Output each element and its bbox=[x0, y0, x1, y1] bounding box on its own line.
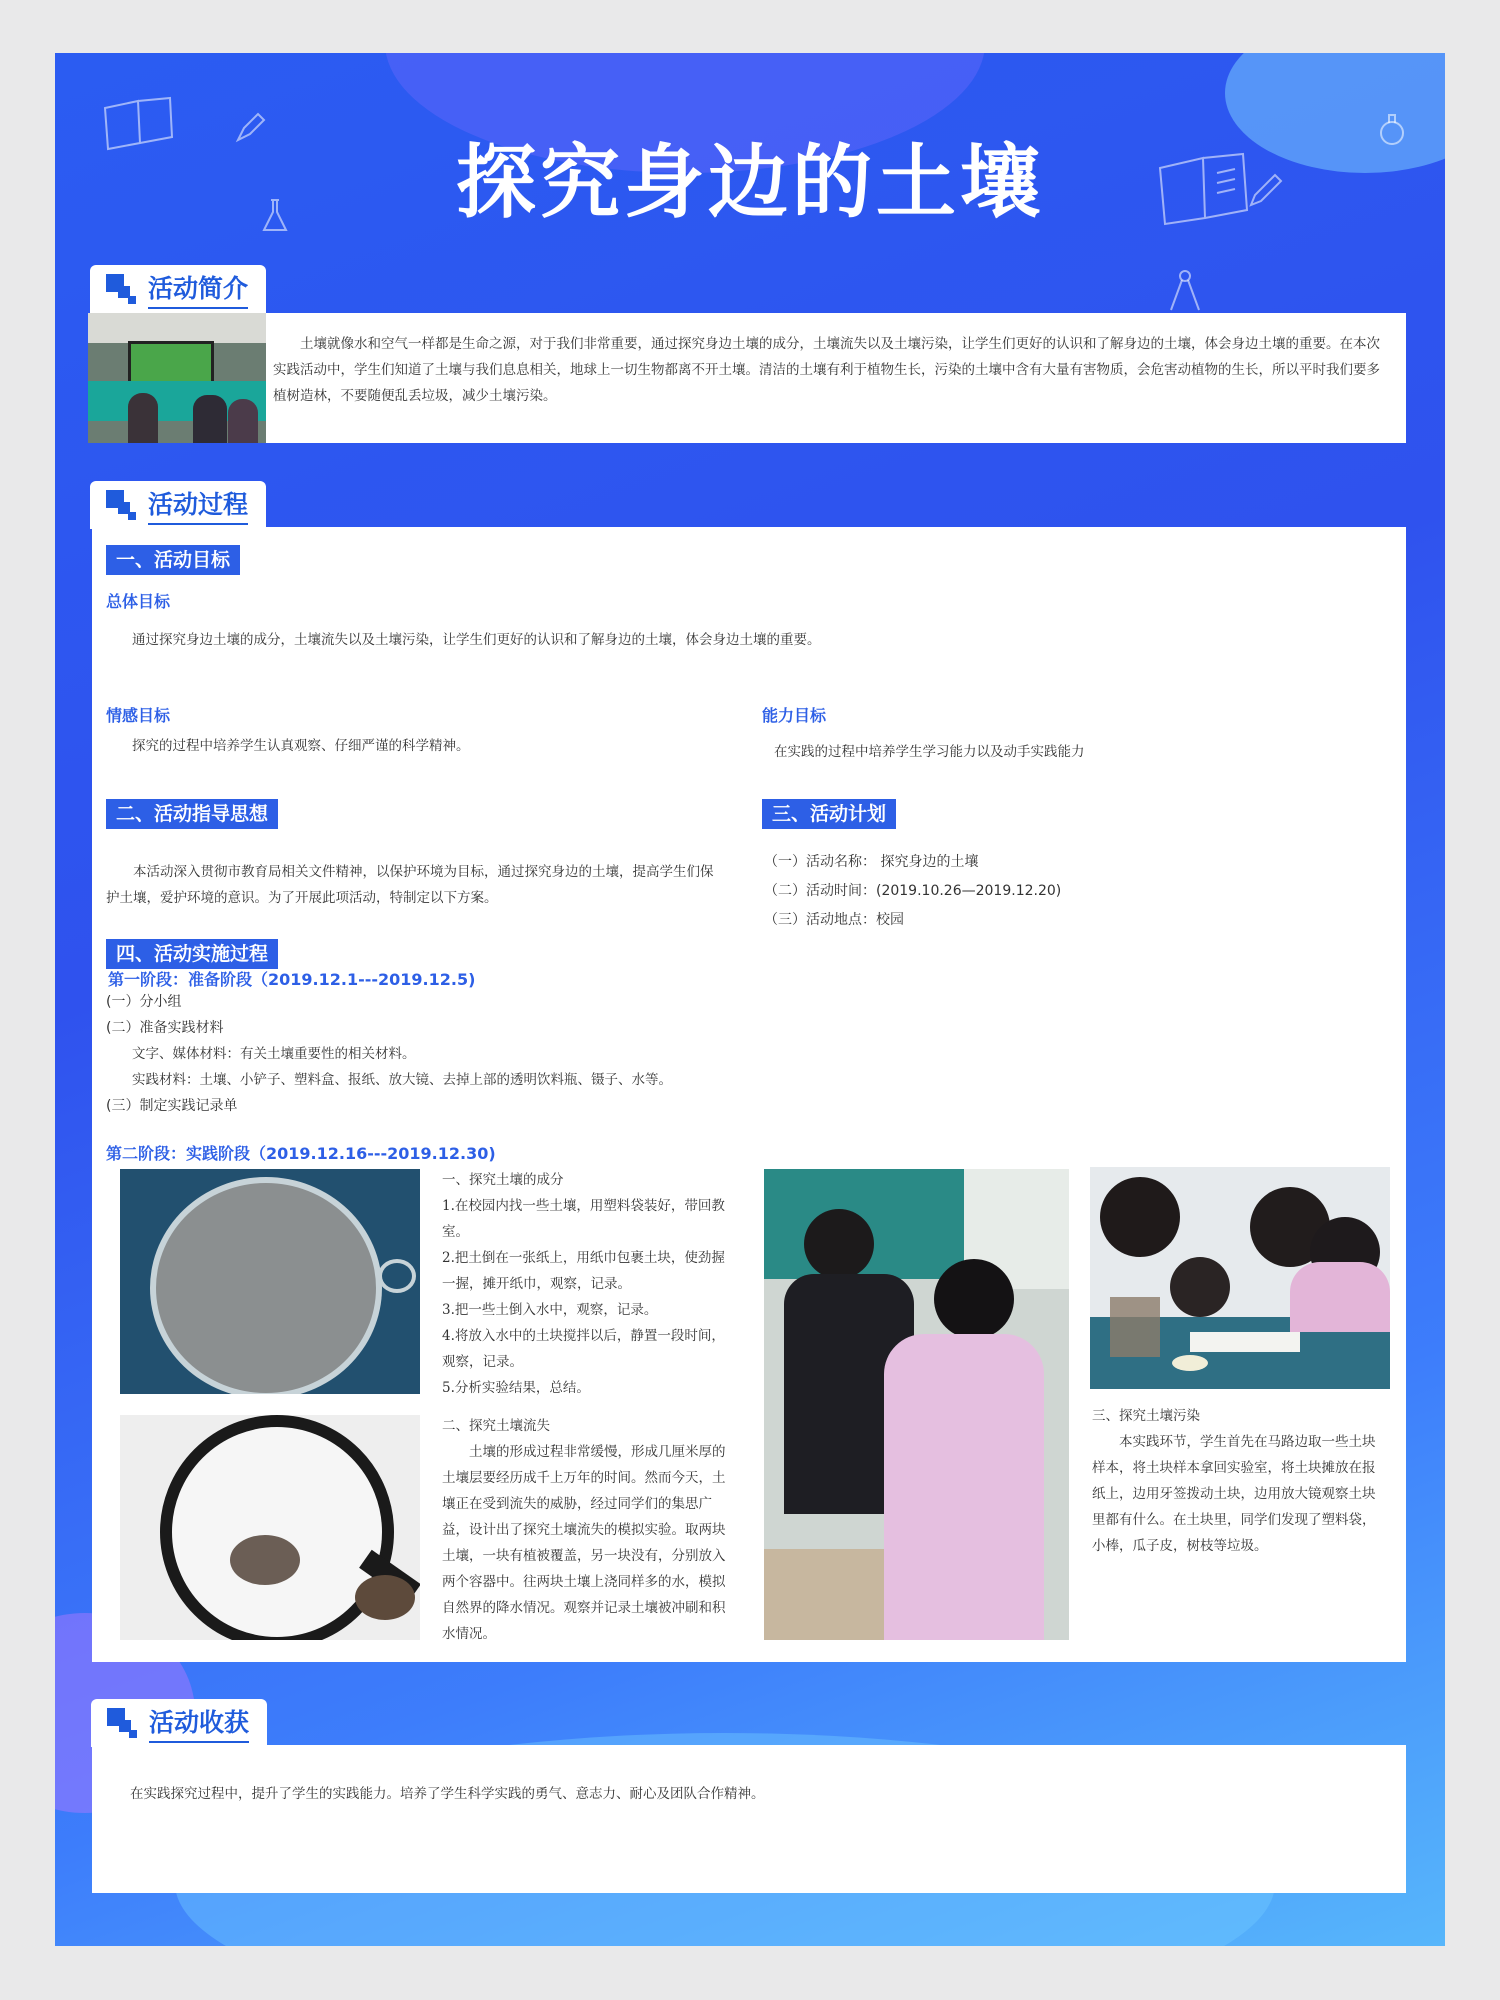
compass-icon bbox=[1165, 268, 1205, 314]
students-experiment-photo bbox=[764, 1169, 1069, 1640]
plan-line: （二）活动时间：(2019.10.26—2019.12.20) bbox=[764, 883, 1062, 899]
process-tab bbox=[90, 481, 266, 529]
page-title: 探究身边的土壤 bbox=[456, 135, 1044, 229]
stage1-line: 实践材料：土壤、小铲子、塑料盒、报纸、放大镜、去掉上部的透明饮料瓶、镊子、水等。 bbox=[132, 1072, 672, 1088]
process-card bbox=[92, 527, 1406, 1662]
squares-icon bbox=[106, 490, 138, 520]
composition-step: 5.分析实验结果，总结。 bbox=[442, 1380, 590, 1396]
stage1-title: 第一阶段：准备阶段（2019.12.1---2019.12.5) bbox=[108, 970, 476, 989]
process-tab-label: 活动过程 bbox=[148, 485, 248, 525]
beaker-photo bbox=[120, 1169, 420, 1394]
classroom-photo bbox=[88, 313, 266, 443]
intro-tab bbox=[90, 265, 266, 313]
squares-icon bbox=[107, 1708, 139, 1738]
pollution-title: 三、探究土壤污染 bbox=[1092, 1408, 1200, 1424]
squares-icon bbox=[106, 274, 138, 304]
composition-title: 一、探究土壤的成分 bbox=[442, 1172, 564, 1188]
ability-goal-text: 在实践的过程中培养学生学习能力以及动手实践能力 bbox=[774, 744, 1085, 760]
overall-goal-label: 总体目标 bbox=[106, 592, 171, 611]
stage1-line: 文字、媒体材料：有关土壤重要性的相关材料。 bbox=[132, 1046, 416, 1062]
children-plants-photo bbox=[1090, 1167, 1390, 1389]
ability-goal-label: 能力目标 bbox=[762, 706, 827, 725]
intro-tab-label: 活动简介 bbox=[148, 269, 248, 309]
guide-text: 本活动深入贯彻市教育局相关文件精神，以保护环境为目标，通过探究身边的土壤，提高学生们保护土壤，爱护环境的意识。为了开展此项活动，特制定以下方案。 bbox=[106, 864, 714, 906]
stage1-line: (一）分小组 bbox=[106, 994, 182, 1010]
harvest-tab bbox=[91, 1699, 267, 1747]
pollution-text: 本实践环节，学生首先在马路边取一些土块样本，将土块样本拿回实验室，将土块摊放在报纸上，边用牙签拨动土块，边用放大镜观察土块里都有什么。在土块里，同学们发现了塑料袋，小棒，瓜子皮，树枝等垃圾。 bbox=[1092, 1434, 1376, 1554]
composition-step: 4.将放入水中的土块搅拌以后，静置一段时间，观察，记录。 bbox=[442, 1328, 725, 1370]
composition-step: 2.把土倒在一张纸上，用纸巾包裹土块，使劲握一握，摊开纸巾，观察，记录。 bbox=[442, 1250, 725, 1292]
stage1-line: (三）制定实践记录单 bbox=[106, 1098, 238, 1114]
guide-heading: 二、活动指导思想 bbox=[106, 799, 278, 829]
harvest-card bbox=[92, 1745, 1406, 1893]
intro-text: 土壤就像水和空气一样都是生命之源，对于我们非常重要，通过探究身边土壤的成分，土壤流失以及土壤污染，让学生们更好的认识和了解身边的土壤，体会身边土壤的重要。在本次实践活动中，学生们知道了土壤与我们息息相关，地球上一切生物都离不开土壤。清洁的土壤有利于植物生长，污染的土壤中含有大量有害物质，会危害动植物的生长，所以平时我们要多植树造林，不要随便乱丢垃圾，减少土壤污染。 bbox=[273, 336, 1380, 404]
composition-step: 1.在校园内找一些土壤，用塑料袋装好，带回教室。 bbox=[442, 1198, 725, 1240]
soil-loss-text: 土壤的形成过程非常缓慢，形成几厘米厚的土壤层要经历成千上万年的时间。然而今天，土壤正在受到流失的威胁，经过同学们的集思广益，设计出了探究土壤流失的模拟实验。取两块土壤，一块有植被覆盖，另一块没有，分别放入两个容器中。往两块土壤上浇同样多的水，模拟自然界的降水情况。观察并记录土壤被冲刷和积水情况。 bbox=[442, 1444, 726, 1642]
stage1-line: (二）准备实践材料 bbox=[106, 1020, 224, 1036]
emotion-goal-label: 情感目标 bbox=[106, 706, 171, 725]
intro-card bbox=[88, 313, 1406, 443]
soil-loss-title: 二、探究土壤流失 bbox=[442, 1418, 550, 1434]
overall-goal-text: 通过探究身边土壤的成分，土壤流失以及土壤污染，让学生们更好的认识和了解身边的土壤，体会身边土壤的重要。 bbox=[132, 632, 821, 648]
implement-heading: 四、活动实施过程 bbox=[106, 939, 278, 969]
plan-line: （一）活动名称： 探究身边的土壤 bbox=[764, 854, 979, 870]
composition-step: 3.把一些土倒入水中，观察，记录。 bbox=[442, 1302, 658, 1318]
plan-line: （三）活动地点：校园 bbox=[764, 912, 904, 928]
plan-heading: 三、活动计划 bbox=[762, 799, 896, 829]
goal-heading: 一、活动目标 bbox=[106, 545, 240, 575]
harvest-text: 在实践探究过程中，提升了学生的实践能力。培养了学生科学实践的勇气、意志力、耐心及团队合作精神。 bbox=[130, 1786, 765, 1802]
stage2-title: 第二阶段：实践阶段（2019.12.16---2019.12.30) bbox=[106, 1144, 496, 1163]
magnifier-photo bbox=[120, 1415, 420, 1640]
poster bbox=[55, 53, 1445, 1946]
harvest-tab-label: 活动收获 bbox=[149, 1703, 249, 1743]
emotion-goal-text: 探究的过程中培养学生认真观察、仔细严谨的科学精神。 bbox=[132, 738, 470, 754]
